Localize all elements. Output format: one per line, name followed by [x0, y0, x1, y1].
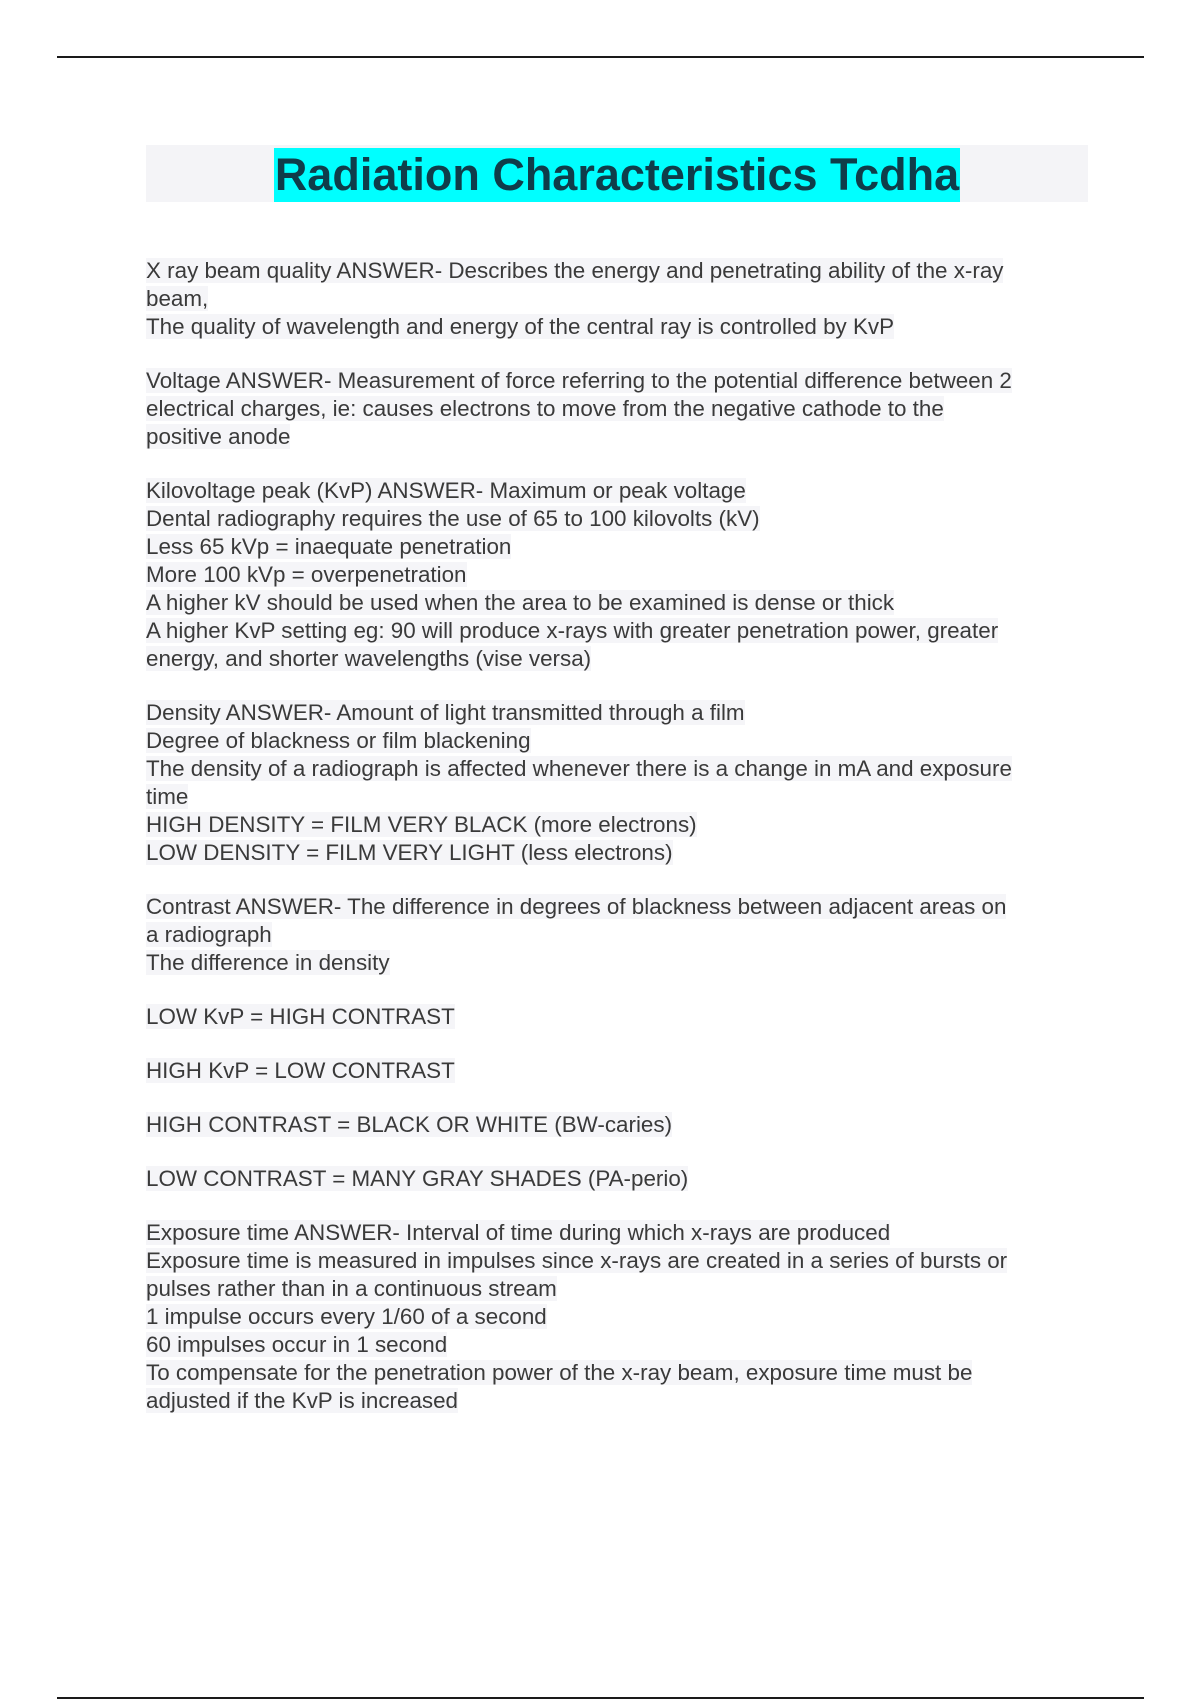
text-line [146, 561, 1094, 589]
text-line [146, 1219, 1094, 1247]
text-line [146, 699, 1094, 727]
text-line [146, 313, 1094, 341]
text-line-content: LOW KvP = HIGH CONTRAST [146, 1004, 455, 1029]
text-line-content: A higher kV should be used when the area to be examined is dense or thick [146, 590, 895, 615]
text-line-content: energy, and shorter wavelengths (vise versa) [146, 646, 592, 671]
qa-entry [146, 1057, 1094, 1085]
text-line [146, 617, 1094, 645]
qa-entry [146, 699, 1094, 867]
text-line [146, 1165, 1094, 1193]
text-line-content: 60 impulses occur in 1 second [146, 1332, 448, 1357]
text-line [146, 1057, 1094, 1085]
text-line [146, 727, 1094, 755]
text-line-content: The difference in density [146, 950, 390, 975]
text-line [146, 921, 1094, 949]
document-body [146, 257, 1094, 1441]
text-line-content: Contrast ANSWER- The difference in degrees of blackness between adjacent areas on [146, 894, 1007, 919]
text-line [146, 755, 1094, 783]
text-line-content: Voltage ANSWER- Measurement of force referring to the potential difference between 2 [146, 368, 1012, 393]
text-line [146, 645, 1094, 673]
text-line [146, 533, 1094, 561]
text-line-content: electrical charges, ie: causes electrons to move from the negative cathode to the [146, 396, 944, 421]
text-line-content: Degree of blackness or film blackening [146, 728, 531, 753]
text-line-content: X ray beam quality ANSWER- Describes the energy and penetrating ability of the x-ray [146, 258, 1004, 283]
title-band [146, 145, 1088, 202]
qa-entry [146, 257, 1094, 341]
text-line [146, 367, 1094, 395]
text-line-content: a radiograph [146, 922, 272, 947]
text-line-content: Less 65 kVp = inaequate penetration [146, 534, 512, 559]
text-line-content: The density of a radiograph is affected whenever there is a change in mA and exposure [146, 756, 1012, 781]
text-line-content: To compensate for the penetration power of the x-ray beam, exposure time must be [146, 1360, 973, 1385]
text-line-content: More 100 kVp = overpenetration [146, 562, 467, 587]
text-line-content: Exposure time ANSWER- Interval of time during which x-rays are produced [146, 1220, 891, 1245]
text-line [146, 1003, 1094, 1031]
bottom-rule [57, 1697, 1144, 1699]
text-line-content: LOW DENSITY = FILM VERY LIGHT (less electrons) [146, 840, 673, 865]
text-line [146, 1387, 1094, 1415]
text-line [146, 395, 1094, 423]
qa-entry [146, 477, 1094, 673]
qa-entry [146, 1003, 1094, 1031]
text-line [146, 1247, 1094, 1275]
text-line [146, 783, 1094, 811]
text-line-content: pulses rather than in a continuous stream [146, 1276, 557, 1301]
text-line [146, 423, 1094, 451]
text-line-content: LOW CONTRAST = MANY GRAY SHADES (PA-perio) [146, 1166, 689, 1191]
qa-entry [146, 893, 1094, 977]
text-line [146, 477, 1094, 505]
text-line-content: adjusted if the KvP is increased [146, 1388, 458, 1413]
qa-entry [146, 1111, 1094, 1139]
text-line-content: Exposure time is measured in impulses since x-rays are created in a series of bursts or [146, 1248, 1008, 1273]
document-title: Radiation Characteristics Tcdha [274, 149, 960, 200]
text-line [146, 1359, 1094, 1387]
qa-entry [146, 1219, 1094, 1415]
text-line [146, 1111, 1094, 1139]
qa-entry [146, 367, 1094, 451]
text-line [146, 811, 1094, 839]
text-line-content: A higher KvP setting eg: 90 will produce x-rays with greater penetration power, greater [146, 618, 999, 643]
text-line-content: HIGH CONTRAST = BLACK OR WHITE (BW-caries) [146, 1112, 673, 1137]
text-line [146, 589, 1094, 617]
text-line-content: beam, [146, 286, 209, 311]
top-rule [57, 56, 1144, 58]
text-line [146, 949, 1094, 977]
text-line-content: HIGH KvP = LOW CONTRAST [146, 1058, 455, 1083]
text-line [146, 839, 1094, 867]
text-line [146, 285, 1094, 313]
text-line-content: Density ANSWER- Amount of light transmitted through a film [146, 700, 745, 725]
text-line-content: 1 impulse occurs every 1/60 of a second [146, 1304, 547, 1329]
text-line [146, 257, 1094, 285]
text-line-content: time [146, 784, 189, 809]
qa-entry [146, 1165, 1094, 1193]
text-line [146, 893, 1094, 921]
text-line [146, 505, 1094, 533]
text-line [146, 1303, 1094, 1331]
text-line-content: positive anode [146, 424, 291, 449]
text-line-content: Dental radiography requires the use of 65 to 100 kilovolts (kV) [146, 506, 760, 531]
text-line [146, 1331, 1094, 1359]
text-line-content: The quality of wavelength and energy of the central ray is controlled by KvP [146, 314, 895, 339]
text-line-content: Kilovoltage peak (KvP) ANSWER- Maximum or peak voltage [146, 478, 746, 503]
text-line [146, 1275, 1094, 1303]
text-line-content: HIGH DENSITY = FILM VERY BLACK (more electrons) [146, 812, 697, 837]
